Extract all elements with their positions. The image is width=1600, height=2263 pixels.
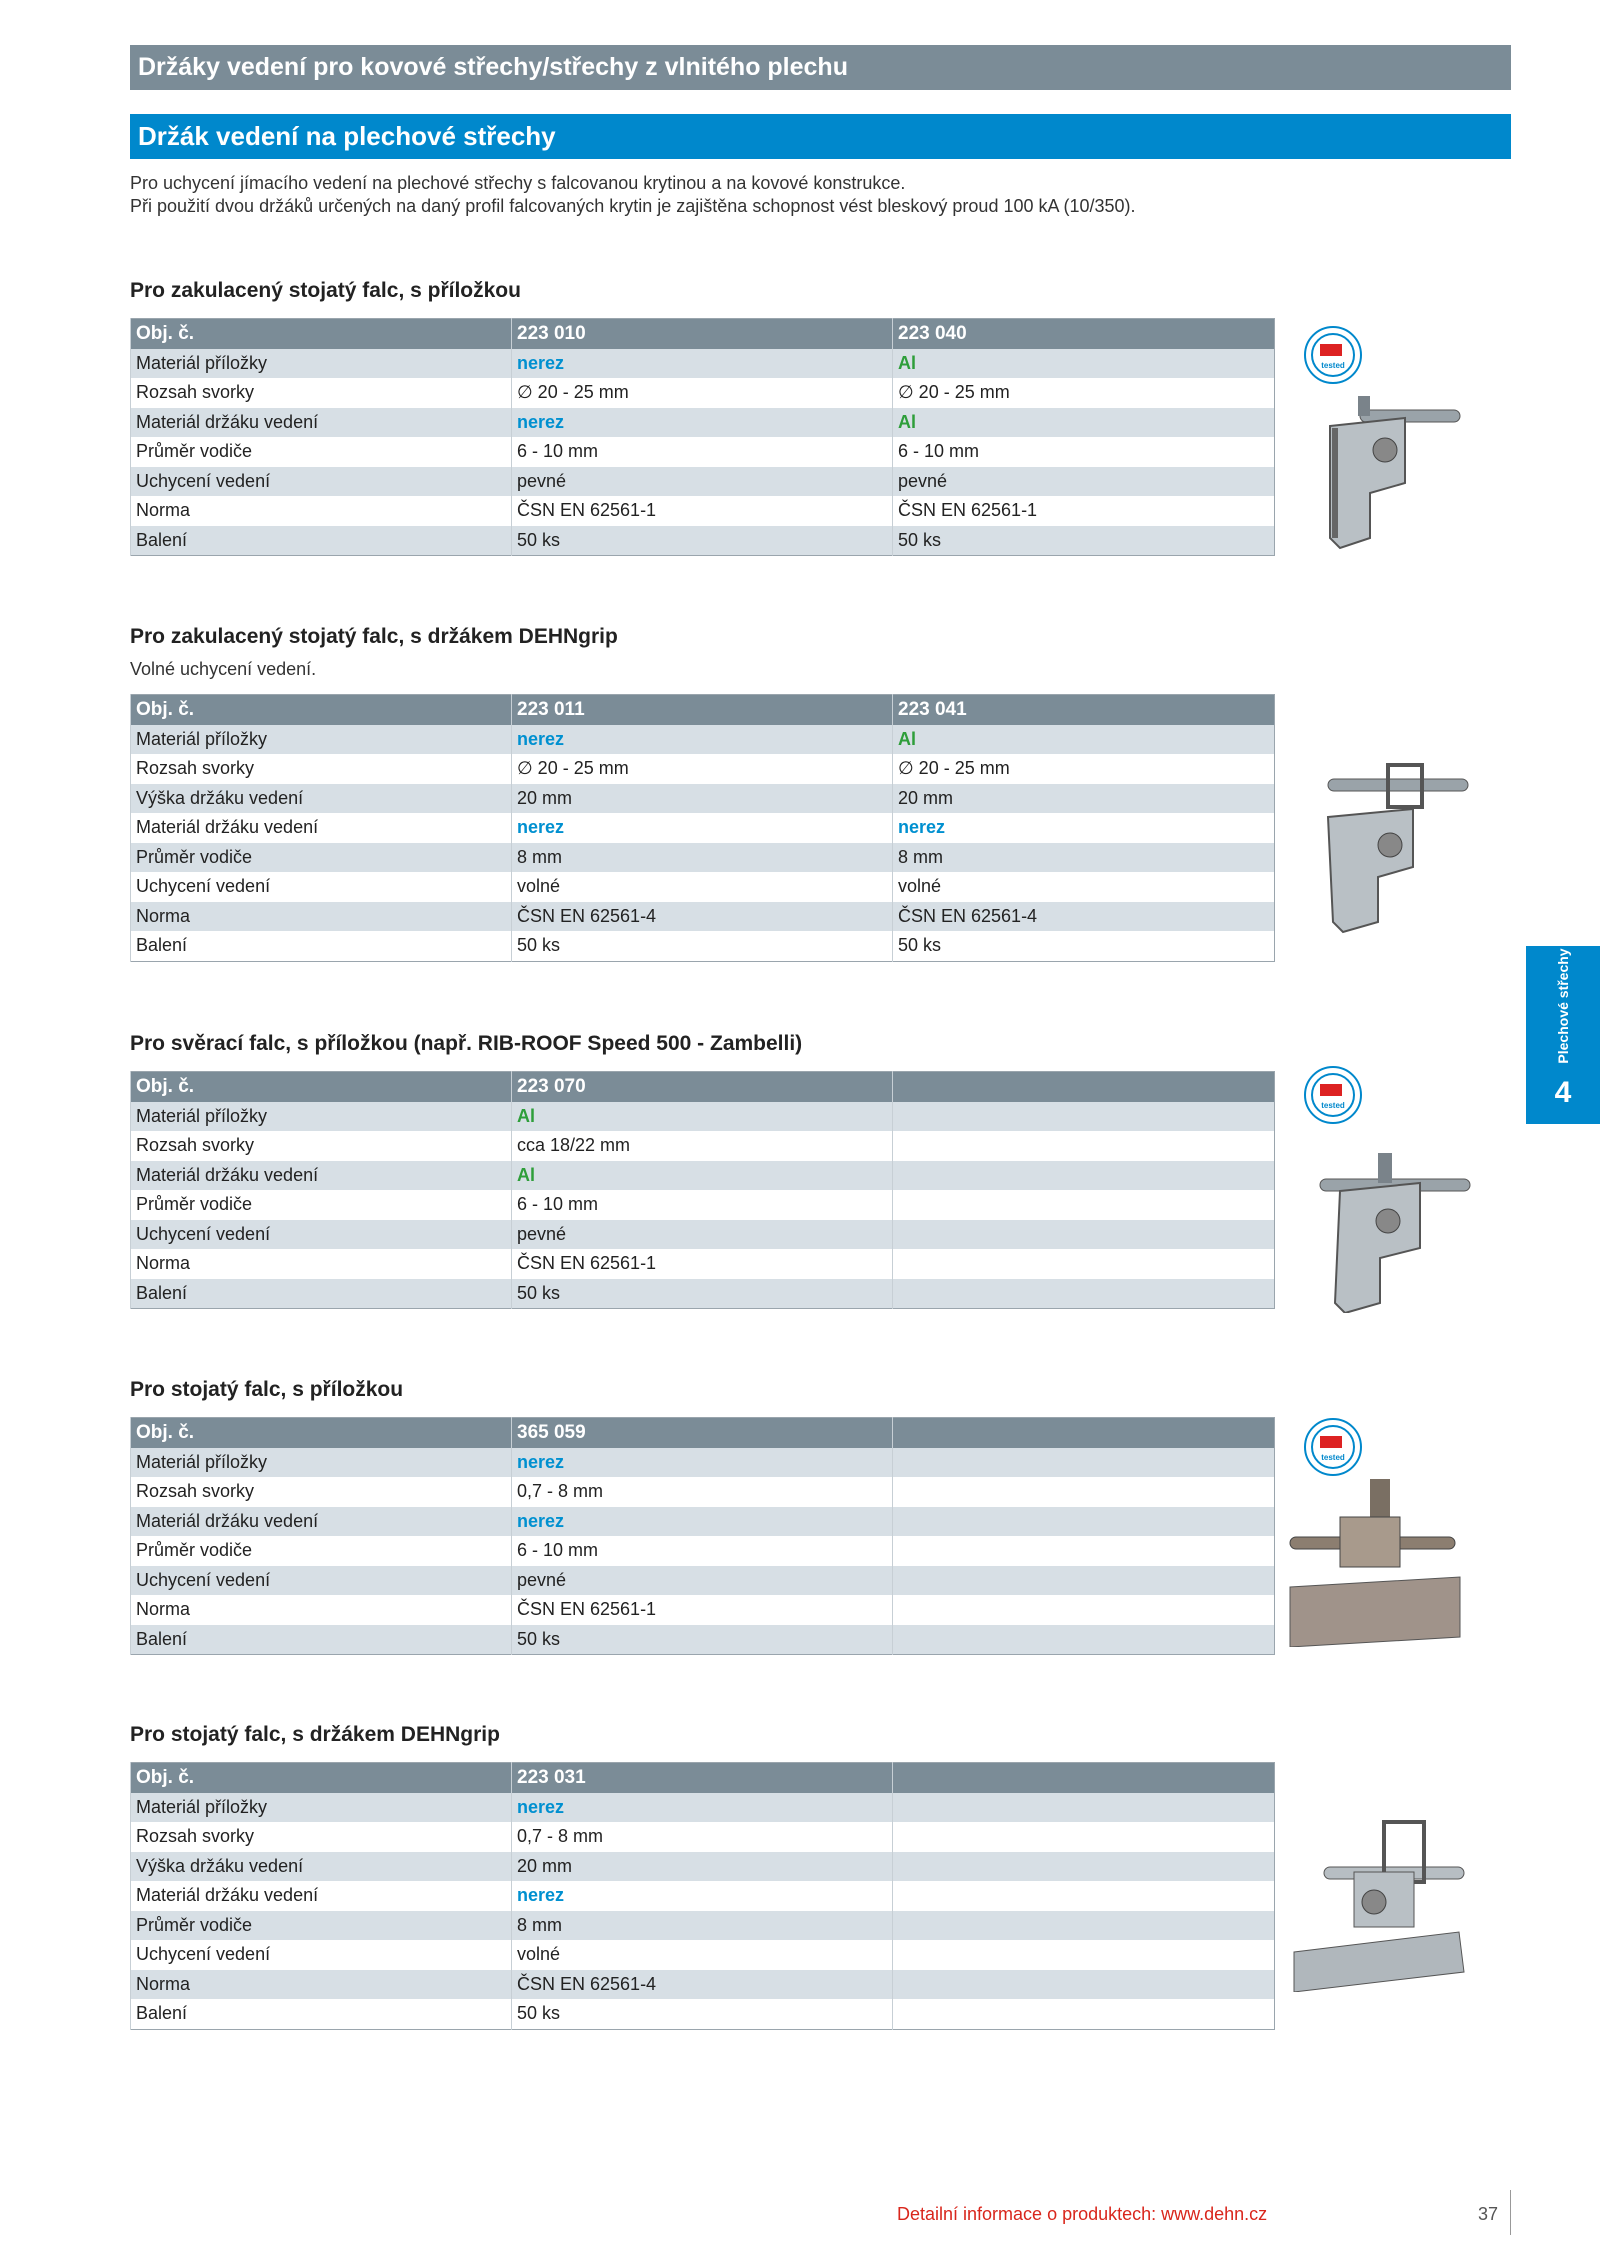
- cell-value: [893, 1911, 1275, 1941]
- cell-value: [893, 1279, 1275, 1309]
- row-label: Průměr vodiče: [131, 1536, 512, 1566]
- cell-value: [893, 1999, 1275, 2029]
- cell-value: [893, 1970, 1275, 2000]
- row-label: Norma: [131, 1249, 512, 1279]
- table-row: [131, 1220, 1275, 1250]
- table-header-row: [131, 1763, 1275, 1793]
- table-row: [131, 1566, 1275, 1596]
- section-title: Pro svěrací falc, s příložkou (např. RIB-ROOF Speed 500 - Zambelli): [130, 1032, 803, 1055]
- cell-value: nerez: [512, 725, 893, 755]
- table-row: [131, 1507, 1275, 1537]
- row-label: Balení: [131, 1279, 512, 1309]
- row-label: Průměr vodiče: [131, 1911, 512, 1941]
- table-row: [131, 1161, 1275, 1191]
- product-image-icon: [1310, 388, 1480, 558]
- cell-value: [893, 1448, 1275, 1478]
- table-row: [131, 1940, 1275, 1970]
- row-label: Balení: [131, 1999, 512, 2029]
- category-title: Držáky vedení pro kovové střechy/střechy z vlnitého plechu: [138, 53, 848, 81]
- cell-value: 0,7 - 8 mm: [512, 1477, 893, 1507]
- cell-value: [893, 1793, 1275, 1823]
- table-row: [131, 754, 1275, 784]
- cell-value: pevné: [893, 467, 1275, 497]
- cell-value: 8 mm: [893, 843, 1275, 873]
- table-row: [131, 349, 1275, 379]
- cell-value: [893, 1881, 1275, 1911]
- cell-value: pevné: [512, 467, 893, 497]
- table-row: [131, 526, 1275, 556]
- intro-line-1: Pro uchycení jímacího vedení na plechové střechy s falcovanou krytinou a na kovové konstrukce.: [130, 173, 906, 193]
- row-label: Materiál držáku vedení: [131, 1881, 512, 1911]
- cell-value: 6 - 10 mm: [512, 437, 893, 467]
- table-header-cell: 365 059: [512, 1418, 893, 1448]
- cell-value: [893, 1507, 1275, 1537]
- cell-value: 20 mm: [512, 1852, 893, 1882]
- table-row: [131, 1881, 1275, 1911]
- row-label: Materiál příložky: [131, 349, 512, 379]
- row-label: Materiál příložky: [131, 725, 512, 755]
- row-label: Materiál příložky: [131, 1102, 512, 1132]
- row-label: Materiál držáku vedení: [131, 1507, 512, 1537]
- row-label: Materiál držáku vedení: [131, 1161, 512, 1191]
- intro-text: [130, 172, 1136, 218]
- row-label: Uchycení vedení: [131, 1566, 512, 1596]
- table-row: [131, 1131, 1275, 1161]
- cell-value: ČSN EN 62561-1: [893, 496, 1275, 526]
- tested-badge-icon: tested: [1304, 1418, 1362, 1476]
- cell-value: 6 - 10 mm: [512, 1536, 893, 1566]
- table-row: [131, 1102, 1275, 1132]
- row-label: Průměr vodiče: [131, 1190, 512, 1220]
- cell-value: nerez: [893, 813, 1275, 843]
- cell-value: [893, 1536, 1275, 1566]
- row-label: Rozsah svorky: [131, 1477, 512, 1507]
- row-label: Uchycení vedení: [131, 1940, 512, 1970]
- table-row: [131, 843, 1275, 873]
- cell-value: [893, 1595, 1275, 1625]
- cell-value: 8 mm: [512, 843, 893, 873]
- cell-value: [893, 1822, 1275, 1852]
- cell-value: [893, 1131, 1275, 1161]
- table-row: [131, 725, 1275, 755]
- table-row: [131, 1536, 1275, 1566]
- cell-value: 50 ks: [512, 1625, 893, 1655]
- cell-value: nerez: [512, 408, 893, 438]
- table-header-row: [131, 1418, 1275, 1448]
- section-1: [130, 276, 1275, 556]
- cell-value: ČSN EN 62561-4: [893, 902, 1275, 932]
- cell-value: 50 ks: [512, 1279, 893, 1309]
- section-4: [130, 1375, 1275, 1655]
- table-header-cell: Obj. č.: [131, 695, 512, 725]
- row-label: Norma: [131, 902, 512, 932]
- cell-value: [893, 1852, 1275, 1882]
- product-image-icon: [1318, 757, 1478, 937]
- row-label: Rozsah svorky: [131, 378, 512, 408]
- cell-value: [893, 1102, 1275, 1132]
- table-row: [131, 1793, 1275, 1823]
- cell-value: Al: [512, 1161, 893, 1191]
- product-image-icon: [1280, 1467, 1470, 1647]
- table-header-cell: 223 070: [512, 1072, 893, 1102]
- table-row: [131, 1852, 1275, 1882]
- chapter-tab-label: Plechové střechy: [1555, 948, 1571, 1064]
- row-label: Balení: [131, 1625, 512, 1655]
- cell-value: 50 ks: [512, 1999, 893, 2029]
- table-header-cell: Obj. č.: [131, 1763, 512, 1793]
- spec-table: [130, 1071, 1275, 1309]
- cell-value: [893, 1477, 1275, 1507]
- cell-value: 6 - 10 mm: [893, 437, 1275, 467]
- row-label: Norma: [131, 1595, 512, 1625]
- cell-value: ČSN EN 62561-4: [512, 902, 893, 932]
- cell-value: [893, 1190, 1275, 1220]
- product-image-icon: [1310, 1123, 1480, 1313]
- spec-table: [130, 1417, 1275, 1655]
- category-title-bar: [130, 45, 1511, 90]
- row-label: Balení: [131, 931, 512, 961]
- cell-value: Al: [512, 1102, 893, 1132]
- cell-value: 50 ks: [893, 931, 1275, 961]
- cell-value: nerez: [512, 1881, 893, 1911]
- cell-value: pevné: [512, 1220, 893, 1250]
- table-header-row: [131, 1072, 1275, 1102]
- table-row: [131, 1822, 1275, 1852]
- page-number: 37: [1478, 2204, 1499, 2224]
- cell-value: nerez: [512, 1507, 893, 1537]
- cell-value: ČSN EN 62561-1: [512, 496, 893, 526]
- table-header-cell: 223 010: [512, 319, 893, 349]
- row-label: Rozsah svorky: [131, 1131, 512, 1161]
- row-label: Rozsah svorky: [131, 1822, 512, 1852]
- page-title: Držák vedení na plechové střechy: [138, 121, 556, 151]
- table-header-cell: [893, 1418, 1275, 1448]
- spec-table: [130, 318, 1275, 556]
- table-row: [131, 1190, 1275, 1220]
- cell-value: nerez: [512, 813, 893, 843]
- cell-value: Al: [893, 349, 1275, 379]
- tested-badge-icon: tested: [1304, 326, 1362, 384]
- table-row: [131, 813, 1275, 843]
- row-label: Uchycení vedení: [131, 1220, 512, 1250]
- cell-value: 0,7 - 8 mm: [512, 1822, 893, 1852]
- table-header-cell: 223 041: [893, 695, 1275, 725]
- cell-value: 20 mm: [893, 784, 1275, 814]
- table-row: [131, 872, 1275, 902]
- cell-value: volné: [512, 872, 893, 902]
- cell-value: [893, 1220, 1275, 1250]
- row-label: Balení: [131, 526, 512, 556]
- page-divider: [1510, 2190, 1511, 2235]
- table-header-cell: Obj. č.: [131, 1072, 512, 1102]
- footer-link[interactable]: Detailní informace o produktech: www.dehn.cz: [897, 2204, 1268, 2224]
- row-label: Materiál držáku vedení: [131, 408, 512, 438]
- row-label: Průměr vodiče: [131, 437, 512, 467]
- section-subtitle: Volné uchycení vedení.: [130, 659, 317, 679]
- row-label: Průměr vodiče: [131, 843, 512, 873]
- section-title: Pro stojatý falc, s příložkou: [130, 1378, 404, 1401]
- table-header-cell: Obj. č.: [131, 1418, 512, 1448]
- table-row: [131, 408, 1275, 438]
- cell-value: ČSN EN 62561-4: [512, 1970, 893, 2000]
- section-title: Pro stojatý falc, s držákem DEHNgrip: [130, 1723, 500, 1746]
- row-label: Norma: [131, 496, 512, 526]
- table-row: [131, 1279, 1275, 1309]
- cell-value: [893, 1249, 1275, 1279]
- cell-value: 50 ks: [893, 526, 1275, 556]
- cell-value: ∅ 20 - 25 mm: [893, 378, 1275, 408]
- cell-value: ČSN EN 62561-1: [512, 1249, 893, 1279]
- table-row: [131, 784, 1275, 814]
- section-3: [130, 1029, 1275, 1309]
- table-row: [131, 1477, 1275, 1507]
- table-header-row: [131, 695, 1275, 725]
- cell-value: ∅ 20 - 25 mm: [512, 754, 893, 784]
- table-row: [131, 1911, 1275, 1941]
- table-header-cell: 223 031: [512, 1763, 893, 1793]
- row-label: Materiál příložky: [131, 1793, 512, 1823]
- table-header-cell: 223 011: [512, 695, 893, 725]
- table-row: [131, 496, 1275, 526]
- table-row: [131, 1595, 1275, 1625]
- section-title: Pro zakulacený stojatý falc, s příložkou: [130, 279, 521, 302]
- table-row: [131, 1249, 1275, 1279]
- table-row: [131, 1999, 1275, 2029]
- spec-table: [130, 1762, 1275, 2030]
- table-row: [131, 437, 1275, 467]
- cell-value: nerez: [512, 1448, 893, 1478]
- row-label: Norma: [131, 1970, 512, 2000]
- tested-badge-icon: tested: [1304, 1066, 1362, 1124]
- table-header-cell: Obj. č.: [131, 319, 512, 349]
- spec-table: [130, 694, 1275, 962]
- cell-value: volné: [512, 1940, 893, 1970]
- section-5: [130, 1720, 1275, 2030]
- table-header-row: [131, 319, 1275, 349]
- cell-value: volné: [893, 872, 1275, 902]
- table-header-cell: [893, 1072, 1275, 1102]
- section-2: [130, 622, 1275, 962]
- table-row: [131, 378, 1275, 408]
- cell-value: 8 mm: [512, 1911, 893, 1941]
- cell-value: ∅ 20 - 25 mm: [893, 754, 1275, 784]
- cell-value: Al: [893, 725, 1275, 755]
- cell-value: Al: [893, 408, 1275, 438]
- cell-value: ČSN EN 62561-1: [512, 1595, 893, 1625]
- cell-value: nerez: [512, 1793, 893, 1823]
- cell-value: [893, 1625, 1275, 1655]
- cell-value: pevné: [512, 1566, 893, 1596]
- row-label: Výška držáku vedení: [131, 1852, 512, 1882]
- row-label: Uchycení vedení: [131, 467, 512, 497]
- table-row: [131, 902, 1275, 932]
- cell-value: 6 - 10 mm: [512, 1190, 893, 1220]
- cell-value: 50 ks: [512, 931, 893, 961]
- intro-line-2: Při použití dvou držáků určených na daný profil falcovaných krytin je zajištěna schopnost vést bleskový proud 100 kA (10/350).: [130, 196, 1136, 216]
- row-label: Uchycení vedení: [131, 872, 512, 902]
- table-row: [131, 467, 1275, 497]
- chapter-tab-number: 4: [1554, 1076, 1572, 1109]
- cell-value: 20 mm: [512, 784, 893, 814]
- cell-value: [893, 1161, 1275, 1191]
- cell-value: ∅ 20 - 25 mm: [512, 378, 893, 408]
- row-label: Materiál příložky: [131, 1448, 512, 1478]
- row-label: Výška držáku vedení: [131, 784, 512, 814]
- cell-value: cca 18/22 mm: [512, 1131, 893, 1161]
- row-label: Rozsah svorky: [131, 754, 512, 784]
- table-row: [131, 1625, 1275, 1655]
- cell-value: nerez: [512, 349, 893, 379]
- section-title: Pro zakulacený stojatý falc, s držákem DEHNgrip: [130, 625, 618, 648]
- cell-value: [893, 1566, 1275, 1596]
- chapter-tab[interactable]: [1526, 946, 1600, 1124]
- table-row: [131, 931, 1275, 961]
- table-header-cell: 223 040: [893, 319, 1275, 349]
- row-label: Materiál držáku vedení: [131, 813, 512, 843]
- table-row: [131, 1448, 1275, 1478]
- page-title-bar: [130, 114, 1511, 159]
- cell-value: 50 ks: [512, 526, 893, 556]
- table-header-cell: [893, 1763, 1275, 1793]
- cell-value: [893, 1940, 1275, 1970]
- product-image-icon: [1284, 1812, 1474, 1992]
- table-row: [131, 1970, 1275, 2000]
